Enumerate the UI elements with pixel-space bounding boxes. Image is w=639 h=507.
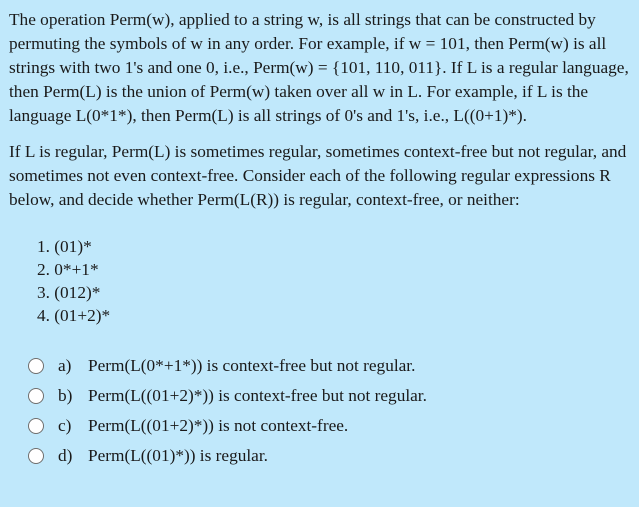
expression-item: 1. (01)*: [37, 237, 92, 256]
radio-button-b[interactable]: [28, 388, 44, 404]
option-text: Perm(L(0*+1*)) is context-free but not regular.: [88, 356, 416, 375]
option-text: Perm(L((01)*)) is regular.: [88, 446, 268, 465]
option-text: Perm(L((01+2)*)) is not context-free.: [88, 416, 349, 435]
radio-button-a[interactable]: [28, 358, 44, 374]
expression-item: 2. 0*+1*: [37, 260, 99, 279]
question-paragraph-definition: The operation Perm(w), applied to a string w, is all strings that can be constructed by permuting the symbols of w in any order. For example, if w = 101, then Perm(w) is all strings with two 1's and one 0, i.e., Perm(w) = {101, 110, 011}. If L is a regular language, then Perm(L) is the union of Perm(w) taken over all w in L. For example, if L is the language L(0*1*), then Perm(L) is all strings of 0's and 1's, i.e., L((0+1)*).: [9, 10, 629, 125]
option-letter: b): [58, 386, 73, 405]
radio-button-c[interactable]: [28, 418, 44, 434]
expression-item: 3. (012)*: [37, 283, 101, 302]
option-letter: c): [58, 416, 72, 435]
question-paragraph-task: If L is regular, Perm(L) is sometimes regular, sometimes context-free but not regular, and sometimes not even context-free. Consider each of the following regular expressions R below, and decide whether Perm(L(R)) is regular, context-free, or neither:: [9, 142, 627, 209]
expression-list: [9, 235, 629, 327]
answer-option-d[interactable]: [28, 441, 629, 471]
answer-option-a[interactable]: [28, 351, 629, 381]
answer-choices: [9, 351, 629, 471]
radio-button-d[interactable]: [28, 448, 44, 464]
option-text: Perm(L((01+2)*)) is context-free but not regular.: [88, 386, 427, 405]
answer-option-b[interactable]: [28, 381, 629, 411]
option-letter: d): [58, 446, 73, 465]
answer-option-c[interactable]: [28, 411, 629, 441]
expression-item: 4. (01+2)*: [37, 306, 111, 325]
option-letter: a): [58, 356, 72, 375]
